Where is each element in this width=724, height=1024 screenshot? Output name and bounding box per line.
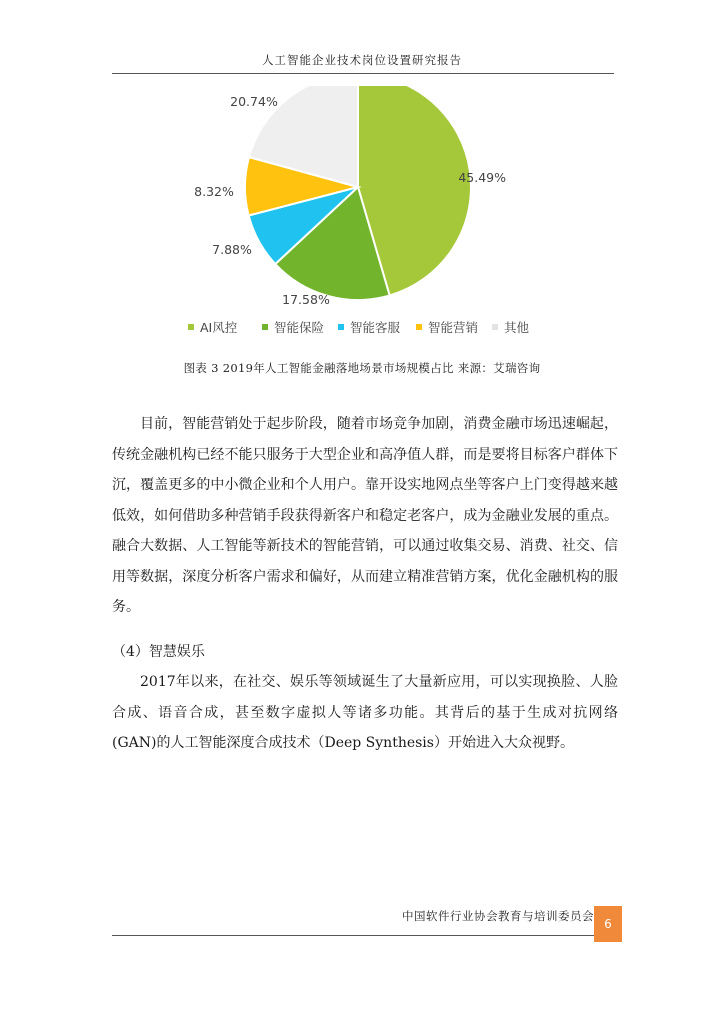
legend-swatch-1 [188,324,194,330]
legend-item-1 [188,320,238,335]
slice-label-3: 7.88% [212,242,252,257]
section-heading-smart-entertainment: （4）智慧娱乐 [112,644,205,660]
header-divider [112,73,614,74]
pie-chart [170,86,530,346]
legend-swatch-3 [338,324,344,330]
legend-label-5: 其他 [504,320,530,335]
legend-swatch-5 [492,324,498,330]
paragraph-smart-entertainment: 2017年以来，在社交、娱乐等领域诞生了大量新应用，可以实现换脸、人脸合成、语音合成，甚至数字虚拟人等诸多功能。其背后的基于生成对抗网络(GAN)的人工智能深度合成技术（Deep Synthesis）开始进入大众视野。 [112,674,618,751]
legend-label-4: 智能营销 [428,320,479,335]
footer-organization: 中国软件行业协会教育与培训委员会 [402,909,594,923]
legend-item-3 [338,320,401,335]
legend-label-3: 智能客服 [350,320,401,335]
legend-item-4 [416,320,478,335]
legend-label-2: 智能保险 [274,320,325,335]
page-number: 6 [594,906,622,942]
legend-item-5 [492,320,530,335]
slice-label-5: 20.74% [230,94,278,109]
paragraph-smart-marketing: 目前，智能营销处于起步阶段，随着市场竞争加剧，消费金融市场迅速崛起，传统金融机构已经不能只服务于大型企业和高净值人群，而是要将目标客户群体下沉，覆盖更多的中小微企业和个人用户。靠开设实地网点坐等客户上门变得越来越低效，如何借助多种营销手段获得新客户和稳定老客户，成为金融业发展的重点。融合大数据、人工智能等新技术的智能营销，可以通过收集交易、消费、社交、信用等数据，深度分析客户需求和偏好，从而建立精准营销方案，优化金融机构的服务。 [112,416,618,615]
legend-swatch-4 [416,324,422,330]
footer-divider [112,935,596,936]
legend-swatch-2 [262,324,268,330]
slice-label-2: 17.58% [282,292,330,307]
page-header-title: 人工智能企业技术岗位设置研究报告 [262,53,462,67]
legend-item-2 [262,320,324,335]
slice-label-4: 8.32% [194,184,234,199]
figure-caption: 图表 3 2019年人工智能金融落地场景市场规模占比 来源：艾瑞咨询 [183,361,541,375]
legend-label-1: AI风控 [200,320,238,335]
slice-label-1: 45.49% [458,170,506,185]
